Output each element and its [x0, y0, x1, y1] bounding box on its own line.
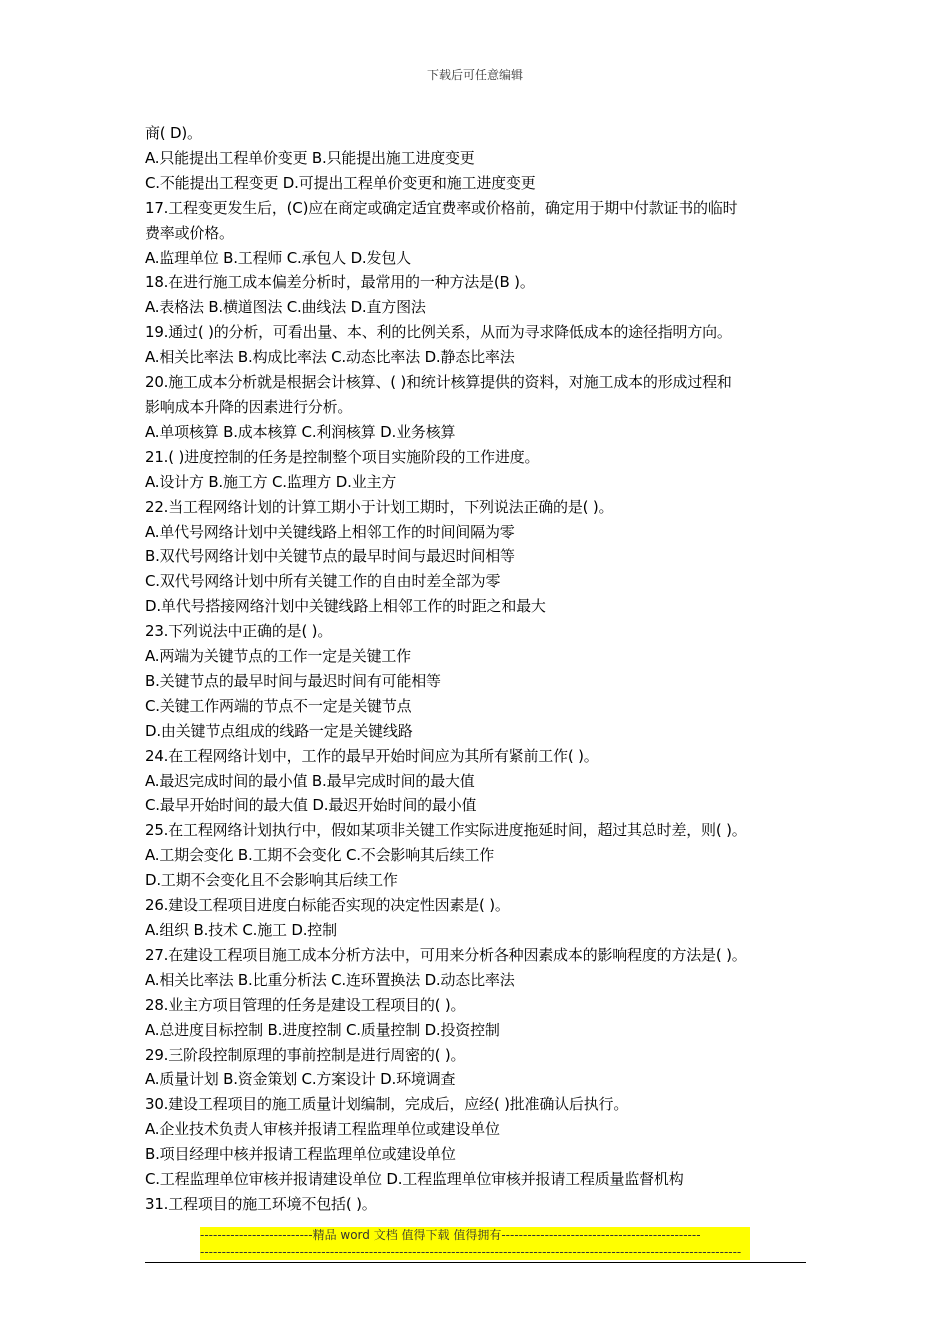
text-line: C.最早开始时间的最大值 D.最迟开始时间的最小值 — [145, 796, 477, 815]
text-line: D.由关键节点组成的线路一定是关键线路 — [145, 721, 413, 740]
text-line: A.质量计划 B.资金策划 C.方案设计 D.环境调查 — [145, 1070, 456, 1089]
text-line: 28.业主方项目管理的任务是建设工程项目的( )。 — [145, 995, 466, 1014]
text-line: A.最迟完成时间的最小值 B.最早完成时间的最大值 — [145, 771, 475, 790]
text-line: 19.通过( )的分析，可看出量、本、利的比例关系，从而为寻求降低成本的途径指明方向。 — [145, 323, 732, 342]
text-line: C.不能提出工程变更 D.可提出工程单价变更和施工进度变更 — [145, 173, 536, 192]
text-line: C.双代号网络计划中所有关键工作的自由时差全部为零 — [145, 572, 501, 591]
text-line: D.工期不会变化且不会影响其后续工作 — [145, 871, 398, 890]
text-line: 29.三阶段控制原理的事前控制是进行周密的( )。 — [145, 1045, 466, 1064]
text-line: 22.当工程网络计划的计算工期小于计划工期时，下列说法正确的是( )。 — [145, 497, 614, 516]
text-line: A.单代号网络计划中关键线路上相邻工作的时间间隔为零 — [145, 522, 515, 541]
text-line: D.单代号搭接网络汁划中关键线路上相邻工作的时距之和最大 — [145, 597, 546, 616]
text-line: 21.( )进度控制的任务是控制整个项目实施阶段的工作进度。 — [145, 447, 540, 466]
page-header: 下载后可任意编辑 — [426, 68, 523, 82]
footer-rule — [145, 1262, 806, 1263]
text-line: A.设计方 B.施工方 C.监理方 D.业主方 — [145, 472, 397, 491]
text-line: A.单项核算 B.成本核算 C.利润核算 D.业务核算 — [145, 422, 456, 441]
text-line: A.表格法 B.横道图法 C.曲线法 D.直方图法 — [145, 298, 426, 317]
text-line: 商( D)。 — [145, 124, 202, 142]
text-line: A.监理单位 B.工程师 C.承包人 D.发包人 — [145, 248, 411, 267]
text-line: 27.在建设工程项目施工成本分析方法中，可用来分析各种因素成本的影响程度的方法是( )。 — [145, 945, 747, 964]
text-line: 24.在工程网络计划中，工作的最早开始时间应为其所有紧前工作( )。 — [145, 746, 599, 765]
text-line: A.相关比率法 B.比重分析法 C.连环置换法 D.动态比率法 — [145, 970, 515, 989]
footer-banner-line-2: ----------------------------------------------------------------------------------------------------------------------------- — [200, 1244, 742, 1259]
document-body — [145, 121, 815, 1217]
text-line: A.只能提出工程单价变更 B.只能提出施工进度变更 — [145, 148, 475, 167]
footer-banner-line-1: --------------------------精品 word 文档 值得下载 值得拥有---------------------------------------------- — [200, 1228, 701, 1242]
text-line: B.双代号网络计划中关键节点的最早时间与最迟时间相等 — [145, 547, 515, 566]
text-line: 20.施工成本分析就是根据会计核算、( )和统计核算提供的资料，对施工成本的形成过程和 — [145, 373, 732, 392]
text-line: A.组织 B.技术 C.施工 D.控制 — [145, 921, 337, 939]
text-line: A.企业技术负责人审核并报请工程监理单位或建设单位 — [145, 1120, 500, 1139]
text-line: B.关键节点的最早时间与最迟时间有可能相等 — [145, 671, 441, 690]
text-line: 影响成本升降的因素进行分析。 — [145, 397, 353, 416]
text-line: B.项目经理中核并报请工程监理单位或建设单位 — [145, 1145, 456, 1164]
text-line: A.工期会变化 B.工期不会变化 C.不会影响其后续工作 — [145, 846, 495, 865]
text-line: A.总进度目标控制 B.进度控制 C.质量控制 D.投资控制 — [145, 1020, 500, 1039]
text-line: 费率或价格。 — [145, 223, 234, 242]
text-line: 23.下列说法中正确的是( )。 — [145, 622, 333, 641]
text-line: 26.建设工程项目进度白标能否实现的决定性因素是( )。 — [145, 896, 510, 915]
text-line: 17.工程变更发生后，(C)应在商定或确定适宜费率或价格前，确定用于期中付款证书的临时 — [145, 198, 738, 217]
text-line: 25.在工程网络计划执行中，假如某项非关键工作实际进度拖延时间，超过其总时差，则( )。 — [145, 821, 747, 840]
text-line: A.两端为关键节点的工作一定是关键工作 — [145, 647, 411, 666]
text-line: 31.工程项目的施工环境不包括( )。 — [145, 1194, 377, 1213]
text-line: C.关键工作两端的节点不一定是关键节点 — [145, 696, 412, 715]
text-line: 30.建设工程项目的施工质量计划编制，完成后，应经( )批准确认后执行。 — [145, 1095, 629, 1114]
text-line: C.工程监理单位审核并报请建设单位 D.工程监理单位审核并报请工程质量监督机构 — [145, 1170, 684, 1189]
text-line: 18.在进行施工成本偏差分析时，最常用的一种方法是(B )。 — [145, 273, 535, 292]
text-line: A.相关比率法 B.构成比率法 C.动态比率法 D.静态比率法 — [145, 348, 515, 367]
footer-banner — [200, 1227, 750, 1260]
